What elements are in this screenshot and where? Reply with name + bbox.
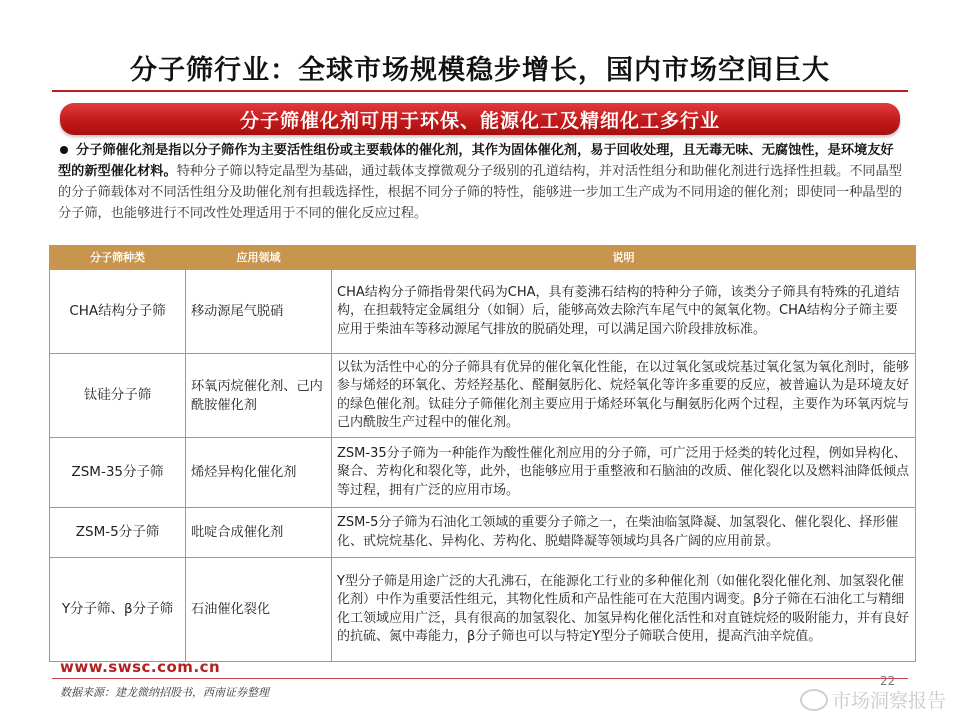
section-banner: 分子筛催化剂可用于环保、能源化工及精细化工多行业	[60, 103, 900, 135]
footer-divider	[52, 678, 908, 679]
header-description: 说明	[332, 246, 916, 270]
cell-application: 烯烃异构化催化剂	[186, 438, 332, 508]
watermark	[800, 686, 946, 713]
cell-description: ZSM-35分子筛为一种能作为酸性催化剂应用的分子筛，可广泛用于烃类的转化过程，例如异构化、聚合、芳构化和裂化等，此外，也能够应用于重整液和石脑油的改质、催化裂化以及燃料油降低倾点等过程，拥有广泛的应用市场。	[332, 438, 916, 508]
cell-type: ZSM-35分子筛	[50, 438, 186, 508]
header-type: 分子筛种类	[50, 246, 186, 270]
cell-type: ZSM-5分子筛	[50, 508, 186, 558]
weibo-icon	[800, 689, 828, 711]
table-row	[50, 558, 916, 662]
cell-application: 移动源尾气脱硝	[186, 270, 332, 354]
website-link[interactable]: www.swsc.com.cn	[60, 658, 221, 676]
intro-bold-text: 分子筛催化剂是指以分子筛作为主要活性组份或主要载体的催化剂，其作为固体催化剂，易于回收处理，且无毒无味、无腐蚀性，是环境友好型的新型催化材料。	[58, 143, 894, 179]
table-header-row	[50, 246, 916, 270]
cell-type: CHA结构分子筛	[50, 270, 186, 354]
cell-application: 石油催化裂化	[186, 558, 332, 662]
table-row	[50, 508, 916, 558]
page-title: 分子筛行业：全球市场规模稳步增长，国内市场空间巨大	[130, 55, 830, 86]
bullet-icon	[60, 146, 68, 154]
molecular-sieve-table	[49, 245, 916, 662]
title-divider	[52, 90, 908, 92]
intro-paragraph	[58, 140, 906, 224]
table-row	[50, 438, 916, 508]
intro-normal-text: 特种分子筛以特定晶型为基础，通过载体支撑微观分子级别的孔道结构，并对活性组分和助催化剂进行选择性担载。不同晶型的分子筛载体对不同活性组分及助催化剂有担载选择性，根据不同分子筛的特性，能够进一步加工生产成为不同用途的催化剂；即使同一种晶型的分子筛，也能够进行不同改性处理适用于不同的催化反应过程。	[58, 164, 902, 221]
cell-description: 以钛为活性中心的分子筛具有优异的催化氧化性能，在以过氧化氢或烷基过氧化氢为氧化剂时，能够参与烯烃的环氧化、芳烃羟基化、醛酮氨肟化、烷烃氧化等许多重要的反应，被普遍认为是环境友好的绿色催化剂。钛硅分子筛催化剂主要应用于烯烃环氧化与酮氨肟化两个过程，主要作为环氧丙烷与己内酰胺生产过程中的催化剂。	[332, 354, 916, 438]
table-row	[50, 270, 916, 354]
table-row	[50, 354, 916, 438]
data-source-note: 数据来源：建龙微纳招股书，西南证券整理	[60, 686, 269, 699]
cell-description: Y型分子筛是用途广泛的大孔沸石，在能源化工行业的多种催化剂（如催化裂化催化剂、加氢裂化催化剂）中作为重要活性组元，其物化性质和产品性能可在大范围内调变。β分子筛在石油化工与精细化工领域应用广泛，具有很高的加氢裂化、加氢异构化催化活性和对直链烷烃的吸附能力，并有良好的抗硫、氮中毒能力，β分子筛也可以与特定Y型分子筛联合使用，提高汽油辛烷值。	[332, 558, 916, 662]
cell-description: ZSM-5分子筛为石油化工领域的重要分子筛之一，在柴油临氢降凝、加氢裂化、催化裂化、择形催化、甙烷烷基化、异构化、芳构化、脱蜡降凝等领域均具各广阔的应用前景。	[332, 508, 916, 558]
cell-application: 吡啶合成催化剂	[186, 508, 332, 558]
cell-type: Y分子筛、β分子筛	[50, 558, 186, 662]
cell-description: CHA结构分子筛指骨架代码为CHA，具有菱沸石结构的特种分子筛，该类分子筛具有特殊的孔道结构，在担载特定金属组分（如铜）后，能够高效去除汽车尾气中的氮氧化物。CHA结构分子筛主要应用于柴油车等移动源尾气排放的脱硝处理，可以满足国六阶段排放标准。	[332, 270, 916, 354]
cell-type: 钛硅分子筛	[50, 354, 186, 438]
cell-application: 环氧丙烷催化剂、己内酰胺催化剂	[186, 354, 332, 438]
page-number: 22	[880, 674, 896, 688]
header-application: 应用领域	[186, 246, 332, 270]
watermark-text: 市场洞察报告	[832, 690, 947, 712]
